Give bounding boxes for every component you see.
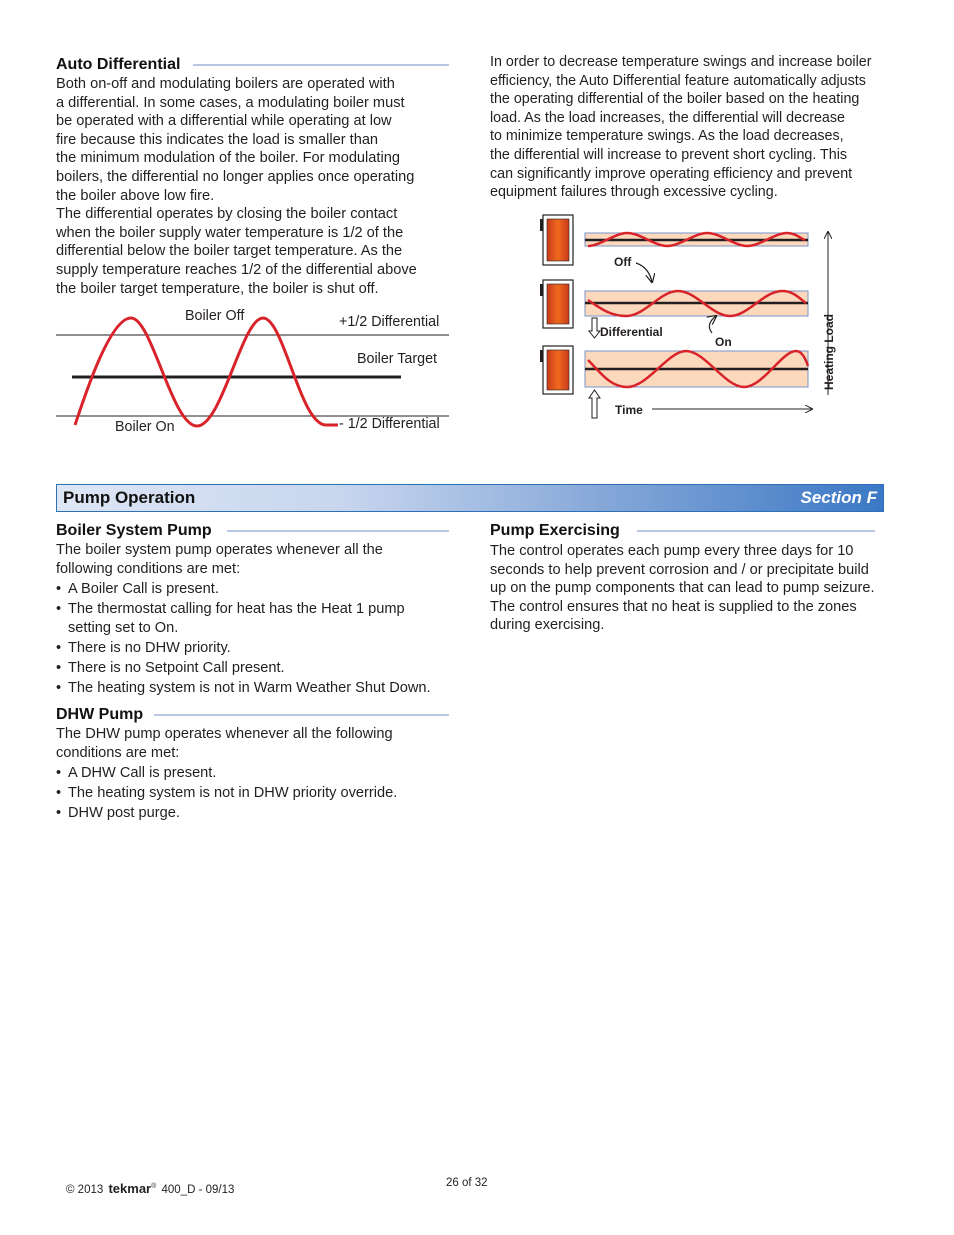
text-line: fire because this indicates the load is smaller than [56, 131, 379, 148]
text-line: seconds to help prevent corrosion and / or precipitate build [490, 561, 869, 578]
text-line: The boiler system pump operates whenever all the [56, 542, 383, 558]
boiler-off-label: Boiler Off [185, 308, 245, 324]
text-line: the boiler above low fire. [56, 187, 215, 204]
text-line: The heating system is not in Warm Weather Shut Down. [68, 680, 431, 697]
dhw-pump-heading: DHW Pump [56, 706, 144, 723]
text-line: The control operates each pump every three days for 10 [490, 543, 854, 559]
list-item [56, 580, 456, 599]
text-line: efficiency, the Auto Differential feature automatically adjusts [490, 72, 866, 89]
text-line: A DHW Call is present. [68, 765, 217, 782]
boiler-system-pump-text [56, 541, 456, 698]
auto-differential-diagram-graphic [0, 0, 954, 460]
section-banner [56, 484, 884, 512]
document-number: 400_D - 09/13 [161, 1183, 235, 1196]
boiler-icon [540, 346, 573, 394]
on-pointer-arrow-icon [709, 316, 716, 333]
page-number: 26 of 32 [446, 1177, 488, 1189]
text-line: the boiler target temperature, the boiler is shut off. [56, 280, 379, 297]
boiler-system-pump-conditions [56, 580, 456, 698]
dhw-pump-intro [56, 725, 456, 762]
off-label: Off [614, 255, 632, 269]
text-line: be operated with a differential while operating at low [56, 113, 392, 130]
dhw-pump-conditions [56, 764, 456, 823]
text-line: The differential operates by closing the boiler contact [56, 206, 398, 223]
boiler-icon [540, 215, 573, 265]
section-title: Pump Operation [63, 488, 196, 507]
text-line: supply temperature reaches 1/2 of the differential above [56, 261, 417, 278]
text-line: load. As the load increases, the differential will decrease [490, 109, 845, 126]
text-line: A Boiler Call is present. [68, 581, 219, 598]
auto-differential-heading: Auto Differential [56, 56, 181, 73]
text-line: conditions are met: [56, 744, 180, 761]
list-item [56, 639, 456, 658]
text-line: a differential. In some cases, a modulating boiler must [56, 94, 405, 111]
text-line: the operating differential of the boiler based on the heating [490, 91, 860, 108]
text-line: boilers, the differential no longer applies once operating [56, 168, 415, 185]
text-line: during exercising. [490, 617, 605, 634]
text-line: the minimum modulation of the boiler. For modulating [56, 150, 400, 167]
dhw-pump-text [56, 725, 456, 823]
text-line: when the boiler supply water temperature is 1/2 of the [56, 224, 404, 241]
auto-differential-diagram [0, 0, 954, 460]
differential-up-arrow-icon [589, 390, 600, 418]
boiler-system-pump-heading: Boiler System Pump [56, 522, 212, 539]
plus-half-differential-label: +1/2 Differential [339, 314, 440, 330]
text-line: The thermostat calling for heat has the Heat 1 pump [68, 601, 405, 618]
pump-exercising-paragraph [490, 542, 890, 635]
text-line: can significantly improve operating efficiency and prevent [490, 165, 853, 182]
text-line: following conditions are met: [56, 560, 241, 577]
text-line: equipment failures through excessive cycling. [490, 184, 778, 201]
list-item [56, 764, 456, 783]
list-item [56, 600, 456, 637]
brand-logo: tekmar [108, 1180, 152, 1196]
off-pointer-arrow-icon [636, 263, 652, 282]
differential-label: Differential [600, 325, 663, 339]
text-line: The control ensures that no heat is supplied to the zones [490, 598, 857, 615]
list-item [56, 659, 456, 678]
list-item [56, 679, 456, 698]
text-line: to minimize temperature swings. As the load decreases, [490, 128, 844, 145]
list-item [56, 784, 456, 803]
text-line: In order to decrease temperature swings and increase boiler [490, 54, 872, 70]
text-line: The heating system is not in DHW priority override. [68, 785, 398, 802]
registered-mark: ® [151, 1183, 157, 1190]
text-line: Both on-off and modulating boilers are operated with [56, 76, 395, 92]
pump-exercising-text [490, 542, 890, 635]
text-line: up on the pump components that can lead to pump seizure. [490, 580, 875, 597]
copyright-text: © 2013 [66, 1183, 104, 1196]
minus-half-differential-label: - 1/2 Differential [339, 416, 440, 432]
text-line: differential below the boiler target temperature. As the [56, 243, 403, 260]
boiler-on-label: Boiler On [115, 419, 175, 435]
heating-load-label: Heating Load [822, 313, 836, 390]
section-label: Section F [800, 488, 877, 507]
boiler-target-label: Boiler Target [357, 351, 438, 367]
time-label: Time [615, 403, 643, 417]
on-label: On [715, 335, 732, 349]
text-line: The DHW pump operates whenever all the following [56, 726, 393, 742]
text-line: There is no DHW priority. [68, 639, 231, 656]
differential-down-arrow-icon [589, 318, 600, 338]
text-line: There is no Setpoint Call present. [68, 660, 285, 677]
heading-rule [227, 530, 449, 532]
boiler-icon [540, 280, 573, 328]
text-line: the differential will increase to prevent short cycling. This [490, 146, 848, 163]
pump-exercising-heading: Pump Exercising [490, 522, 620, 539]
text-line: setting set to On. [68, 619, 179, 636]
heading-rule [637, 530, 875, 532]
footer-left [66, 1180, 234, 1197]
list-item [56, 804, 456, 823]
heading-rule [154, 714, 449, 716]
boiler-system-pump-intro [56, 541, 456, 578]
text-line: DHW post purge. [68, 805, 180, 822]
